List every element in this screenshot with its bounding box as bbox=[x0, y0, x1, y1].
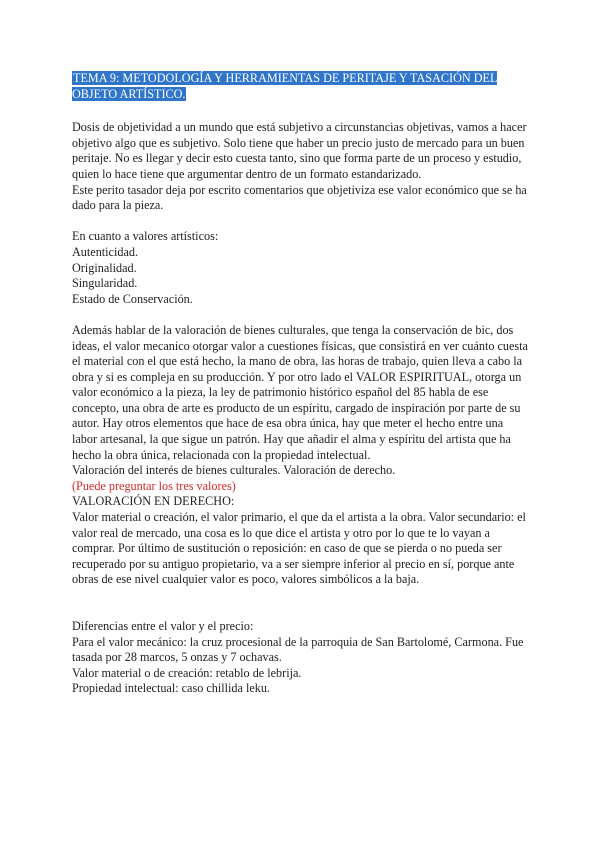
spacer bbox=[72, 214, 530, 230]
artistic-values-heading: En cuanto a valores artísticos: bbox=[72, 229, 219, 244]
differences-list bbox=[72, 635, 530, 697]
list-item: Para el valor mecánico: la cruz procesional de la parroquia de San Bartolomé, Carmona. Fue tasada por 28 marcos, 5 onzas y 7 ochavas. bbox=[72, 634, 524, 665]
valuation-line: Valoración del interés de bienes culturales. Valoración de derecho. bbox=[72, 463, 396, 478]
document-title bbox=[72, 71, 530, 102]
spacer bbox=[72, 307, 530, 323]
spacer bbox=[72, 588, 530, 619]
list-item: Propiedad intelectual: caso chillida leku. bbox=[72, 681, 270, 696]
exam-note: (Puede preguntar los tres valores) bbox=[72, 478, 236, 493]
document-page bbox=[72, 71, 530, 697]
title-highlight[interactable]: TEMA 9: METODOLOGÍA Y HERRAMIENTAS DE PERITAJE Y TASACIÓN DEL OBJETO ARTÍSTICO. bbox=[72, 71, 498, 101]
intro-paragraph-2: Este perito tasador deja por escrito comentarios que objetiviza ese valor económico que se ha dado para la pieza. bbox=[72, 182, 527, 213]
law-paragraph: Valor material o creación, el valor primario, el que da el artista a la obra. Valor secundario: el valor real de mercado, una cosa es lo que dice el artista y otro por lo que te lo vayan a comprar. Por último de sustitución o reposición: en caso de que se pierda o no pueda ser recuperado por su antiguo propietario, va a ser siempre inferior al precio en sí, porque ante obras de ese nivel cualquier valor es poco, valores simbólicos a la baja. bbox=[72, 510, 526, 587]
law-heading: VALORACIÓN EN DERECHO: bbox=[72, 494, 235, 509]
artistic-values-list bbox=[72, 245, 530, 307]
intro-paragraph: Dosis de objetividad a un mundo que está subjetivo a circunstancias objetivas, vamos a hacer objetivo algo que es subjetivo. Solo tiene que haber un precio justo de mercado para un buen peritaje. No es llegar y decir esto cuesta tanto, sino que forma parte de un proceso y estudio, quien lo hace tiene que argumentar dentro de un formato estandarizado. bbox=[72, 120, 527, 181]
list-item: Singularidad. bbox=[72, 276, 138, 291]
differences-heading: Diferencias entre el valor y el precio: bbox=[72, 619, 254, 633]
list-item: Estado de Conservación. bbox=[72, 291, 193, 306]
valuation-paragraph: Además hablar de la valoración de bienes culturales, que tenga la conservación de bic, dos ideas, el valor mecanico otorgar valor a cuestiones físicas, que consistirá en ver cuánto cuesta el material con el que está hecho, la mano de obra, las horas de trabajo, quien lleva a cabo la obra y si es compleja en su producción. Y por otro lado el VALOR ESPIRITUAL, otorga un valor económico a la pieza, la ley de patrimonio histórico español del 85 habla de ese concepto, una obra de arte es producto de un espíritu, cargado de inspiración por parte de su autor. Hay otros elementos que hace de esa obra única, hay que meter el hecho entre una labor artesanal, la que sigue un patrón. Hay que añadir el alma y espíritu del artista que ha hecho la obra única, relacionada con la propiedad intelectual. bbox=[72, 322, 528, 462]
list-item: Valor material o de creación: retablo de lebrija. bbox=[72, 665, 302, 680]
list-item: Originalidad. bbox=[72, 260, 137, 275]
list-item: Autenticidad. bbox=[72, 244, 138, 259]
